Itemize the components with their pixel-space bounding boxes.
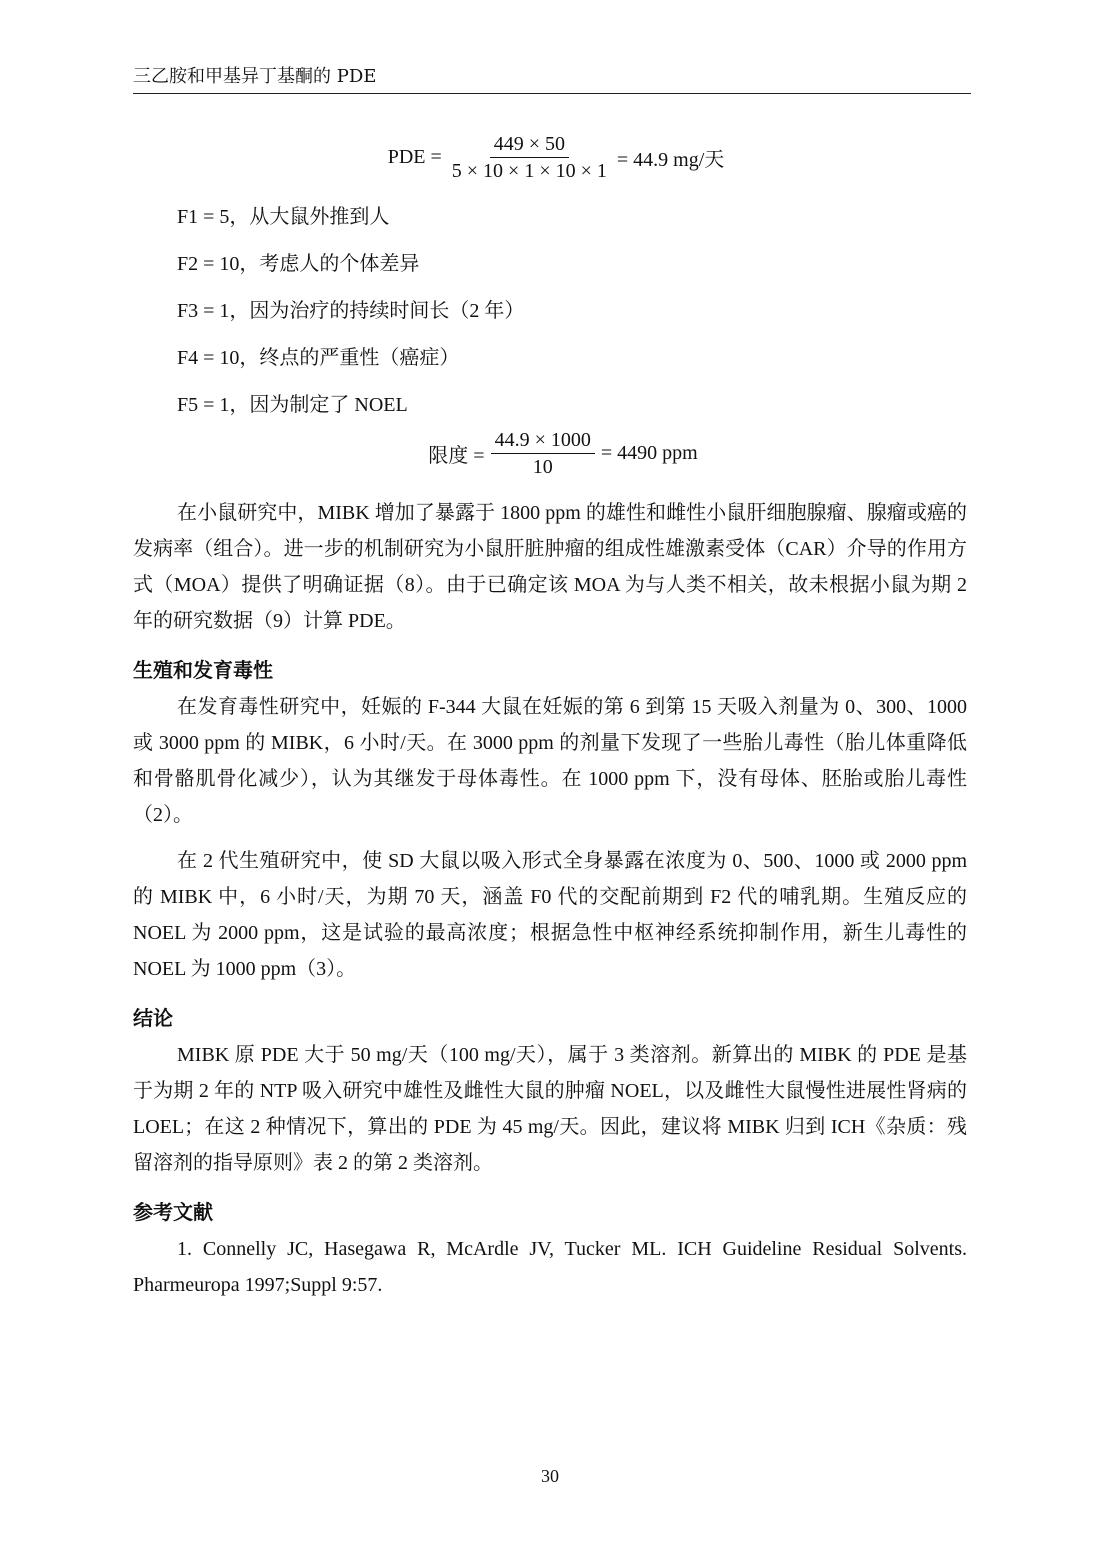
limit-formula-lhs: 限度 =: [428, 445, 485, 467]
section-heading-conclusion: 结论: [133, 1006, 173, 1030]
page-content: [133, 126, 967, 1303]
page-header: 三乙胺和甲基异丁基酮的 PDE: [133, 64, 971, 94]
mouse-study-paragraph: 在小鼠研究中，MIBK 增加了暴露于 1800 ppm 的雄性和雌性小鼠肝细胞腺瘤、腺瘤或癌的发病率（组合）。进一步的机制研究为小鼠肝脏肿瘤的组成性雄激素受体（CAR）介导的作用方式（MOA）提供了明确证据（8）。由于已确定该 MOA 为与人类不相关，故未根据小鼠为期 2 年的研究数据（9）计算 PDE。: [133, 502, 967, 632]
factor-f5: F5 = 1，因为制定了 NOEL: [177, 394, 408, 416]
pde-formula-lhs: PDE =: [387, 146, 442, 168]
pde-fraction: [448, 132, 611, 183]
limit-fraction: [491, 428, 595, 479]
page-number: 30: [541, 1466, 559, 1486]
pde-formula-result: = 44.9 mg/天: [616, 149, 725, 171]
limit-formula-result: = 4490 ppm: [600, 442, 698, 464]
factor-f2: F2 = 10，考虑人的个体差异: [177, 253, 420, 275]
section-heading-references: 参考文献: [133, 1200, 213, 1224]
limit-denominator: 10: [532, 456, 553, 478]
limit-numerator: 44.9 × 1000: [491, 428, 595, 454]
section-heading-reproduction: 生殖和发育毒性: [133, 658, 273, 682]
reference-item: 1. Connelly JC, Hasegawa R, McArdle JV, Tucker ML. ICH Guideline Residual Solvents. Pharmeuropa 1997;Suppl 9:57.: [133, 1238, 967, 1296]
pde-numerator: 449 × 50: [490, 132, 569, 158]
factor-f3: F3 = 1，因为治疗的持续时间长（2 年）: [177, 300, 525, 322]
factor-f1: F1 = 5，从大鼠外推到人: [177, 206, 390, 228]
pde-formula: [133, 132, 967, 183]
factor-f4: F4 = 10，终点的严重性（癌症）: [177, 347, 460, 369]
pde-denominator: 5 × 10 × 1 × 10 × 1: [451, 160, 607, 182]
reproduction-study-paragraph: 在 2 代生殖研究中，使 SD 大鼠以吸入形式全身暴露在浓度为 0、500、1000 或 2000 ppm 的 MIBK 中，6 小时/天，为期 70 天，涵盖 F0 代的交配前期到 F2 代的哺乳期。生殖反应的 NOEL 为 2000 ppm，这是试验的最高浓度；根据急性中枢神经系统抑制作用，新生儿毒性的 NOEL 为 1000 ppm（3）。: [133, 850, 967, 980]
limit-formula: [133, 428, 967, 479]
developmental-toxicity-paragraph: 在发育毒性研究中，妊娠的 F-344 大鼠在妊娠的第 6 到第 15 天吸入剂量为 0、300、1000 或 3000 ppm 的 MIBK，6 小时/天。在 3000 ppm 的剂量下发现了一些胎儿毒性（胎儿体重降低和骨骼肌骨化减少），认为其继发于母体毒性。在 1000 ppm 下，没有母体、胚胎或胎儿毒性（2）。: [133, 696, 967, 826]
conclusion-paragraph: MIBK 原 PDE 大于 50 mg/天（100 mg/天），属于 3 类溶剂。新算出的 MIBK 的 PDE 是基于为期 2 年的 NTP 吸入研究中雄性及雌性大鼠的肿瘤 NOEL，以及雌性大鼠慢性进展性肾病的 LOEL；在这 2 种情况下，算出的 PDE 为 45 mg/天。因此，建议将 MIBK 归到 ICH《杂质：残留溶剂的指导原则》表 2 的第 2 类溶剂。: [133, 1044, 967, 1174]
